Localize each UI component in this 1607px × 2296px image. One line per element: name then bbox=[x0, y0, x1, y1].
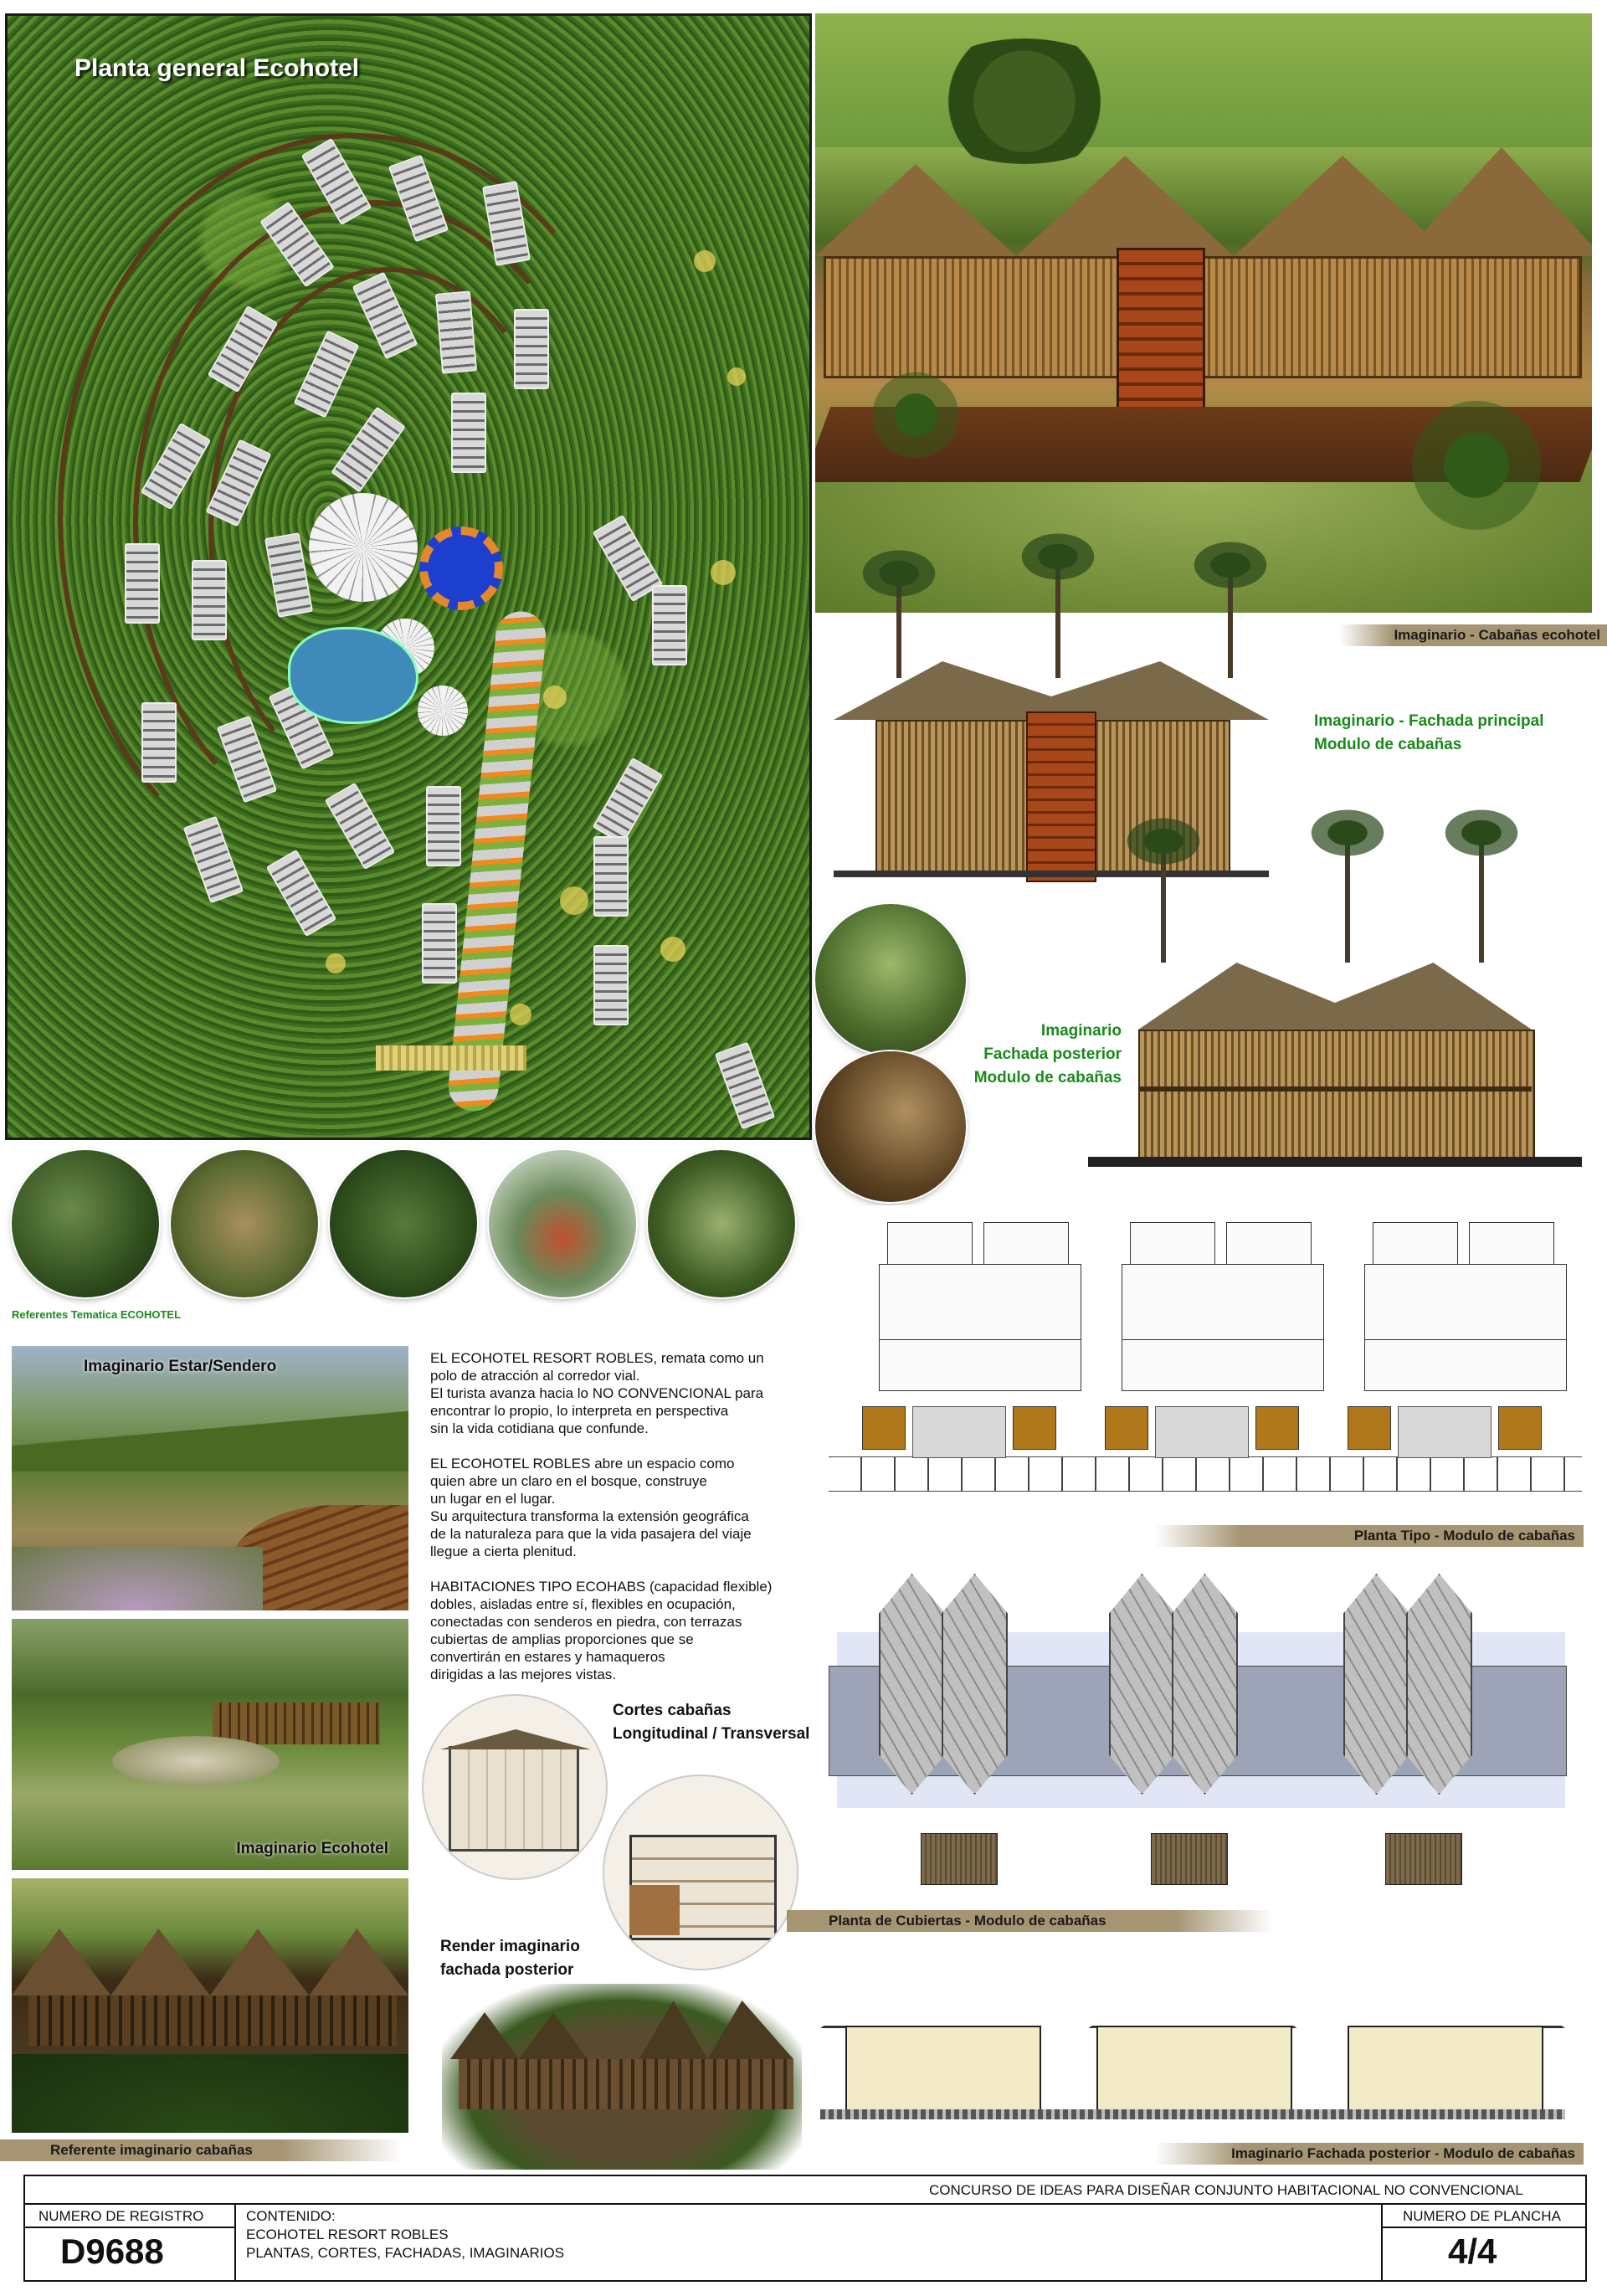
cabin-module bbox=[652, 585, 687, 665]
description-line: un lugar en el lugar. bbox=[430, 1491, 556, 1507]
section-sketch-longitudinal bbox=[422, 1694, 608, 1880]
reference-photo-birdwatching bbox=[12, 1150, 159, 1297]
caption-cortes-line1: Cortes cabañas bbox=[613, 1702, 732, 1719]
section-sketch-transversal bbox=[603, 1775, 798, 1970]
caption-fachada-posterior-line2: Fachada posterior bbox=[983, 1045, 1122, 1063]
description-line: quien abre un claro en el bosque, construye bbox=[430, 1473, 707, 1489]
caption-fachada-principal-line1: Imaginario - Fachada principal bbox=[1314, 712, 1544, 730]
render-fachada-posterior bbox=[442, 1984, 802, 2170]
caption-render-posterior-line2: fachada posterior bbox=[440, 1961, 574, 1979]
tree-symbol bbox=[727, 367, 746, 386]
contenido-line1: ECOHOTEL RESORT ROBLES bbox=[246, 2227, 449, 2242]
contenido-label: CONTENIDO: bbox=[246, 2208, 336, 2224]
description-line: polo de atracción al corredor vial. bbox=[430, 1368, 640, 1384]
reference-photo-forest-cabin bbox=[330, 1150, 477, 1297]
caption-planta-tipo: Planta Tipo - Modulo de cabañas bbox=[1155, 1525, 1584, 1547]
entrance-deck bbox=[376, 1045, 526, 1071]
description-line: dirigidas a las mejores vistas. bbox=[430, 1667, 617, 1682]
tree-symbol bbox=[694, 250, 716, 272]
contenido-line2: PLANTAS, CORTES, FACHADAS, IMAGINARIOS bbox=[246, 2245, 565, 2261]
reference-photo-hiking bbox=[171, 1150, 318, 1297]
pool bbox=[419, 526, 503, 610]
render-cabanas-ecohotel bbox=[815, 13, 1592, 613]
description-line: de la naturaleza para que la vida pasajera del viaje bbox=[430, 1526, 752, 1542]
description-line: El turista avanza hacia lo NO CONVENCIONAL para bbox=[430, 1385, 764, 1401]
caption-referente-cabanas: Referente imaginario cabañas bbox=[0, 2139, 402, 2161]
tree-symbol bbox=[711, 560, 736, 585]
render-estar-sendero bbox=[12, 1346, 408, 1610]
description-line: encontrar lo propio, lo interpreta en perspectiva bbox=[430, 1403, 729, 1419]
caption-imaginario-ecohotel: Imaginario Ecohotel bbox=[236, 1840, 388, 1857]
photo-reference-circle bbox=[815, 1051, 966, 1202]
elevation-fachada-posterior-modulo bbox=[820, 1975, 1565, 2126]
description-line: dobles, aisladas entre sí, flexibles en ocupación, bbox=[430, 1596, 736, 1612]
caption-fachada-posterior-line3: Modulo de cabañas bbox=[973, 1069, 1122, 1086]
photo-reference-circle bbox=[815, 904, 966, 1055]
pond bbox=[288, 627, 418, 724]
tree-symbol bbox=[660, 937, 685, 962]
caption-fachada-principal-line2: Modulo de cabañas bbox=[1314, 736, 1462, 753]
description-line: cubiertas de amplias proporciones que se bbox=[430, 1631, 694, 1647]
plancha-label: NUMERO DE PLANCHA bbox=[1403, 2208, 1561, 2224]
caption-estar-sendero: Imaginario Estar/Sendero bbox=[84, 1358, 277, 1375]
caption-cortes-line2: Longitudinal / Transversal bbox=[613, 1725, 810, 1743]
reference-photo-zipline bbox=[648, 1150, 795, 1297]
cabin-module bbox=[141, 702, 177, 783]
description-line: conectadas con senderos en piedra, con terrazas bbox=[430, 1614, 742, 1630]
cabin-module bbox=[593, 758, 663, 845]
site-plan-title: Planta general Ecohotel bbox=[74, 54, 360, 82]
cabin-module bbox=[422, 903, 457, 984]
cabin-module bbox=[514, 309, 549, 389]
cabin-module bbox=[435, 290, 477, 373]
caption-fachada-posterior-line1: Imaginario bbox=[1040, 1022, 1122, 1040]
caption-cabanas-ecohotel: Imaginario - Cabañas ecohotel bbox=[1339, 624, 1607, 646]
cabin-module bbox=[593, 836, 629, 917]
central-pavilion-roof bbox=[309, 493, 418, 602]
cabin-module bbox=[715, 1042, 775, 1130]
description-line: EL ECOHOTEL ROBLES abre un espacio como bbox=[430, 1456, 735, 1472]
description-line: EL ECOHOTEL RESORT ROBLES, remata como un bbox=[430, 1350, 764, 1366]
floor-plan-planta-tipo bbox=[829, 1205, 1582, 1507]
tree-symbol bbox=[560, 886, 588, 915]
render-imaginario-ecohotel bbox=[12, 1619, 408, 1870]
roof-plan-cubiertas bbox=[829, 1574, 1582, 1892]
plancha-value: 4/4 bbox=[1448, 2232, 1497, 2271]
description-line: sin la vida cotidiana que confunde. bbox=[430, 1420, 649, 1436]
render-referente-cabanas bbox=[12, 1878, 408, 2133]
caption-planta-cubiertas: Planta de Cubiertas - Modulo de cabañas bbox=[787, 1910, 1272, 1932]
tree-symbol bbox=[510, 1004, 531, 1025]
description-line: convertirán en estares y hamaqueros bbox=[430, 1649, 665, 1665]
cabin-module bbox=[192, 560, 227, 640]
cabin-module bbox=[125, 543, 160, 624]
elevation-fachada-posterior bbox=[1088, 963, 1582, 1180]
tree-symbol bbox=[543, 686, 567, 709]
caption-referentes: Referentes Tematica ECOHOTEL bbox=[12, 1308, 182, 1321]
tree-symbol bbox=[326, 953, 346, 973]
registro-label: NUMERO DE REGISTRO bbox=[39, 2208, 204, 2224]
cabin-module bbox=[426, 786, 461, 866]
title-block bbox=[23, 2175, 1587, 2282]
contest-title: CONCURSO DE IDEAS PARA DISEÑAR CONJUNTO HABITACIONAL NO CONVENCIONAL bbox=[929, 2182, 1523, 2198]
cabin-module bbox=[593, 945, 629, 1025]
cabin-module bbox=[451, 393, 486, 473]
description-line: llegue a cierta plenitud. bbox=[430, 1544, 577, 1559]
caption-fachada-posterior-modulo: Imaginario Fachada posterior - Modulo de cabañas bbox=[1155, 2143, 1584, 2165]
registro-value: D9688 bbox=[60, 2232, 164, 2271]
description-line: Su arquitectura transforma la extensión geográfica bbox=[430, 1508, 749, 1524]
site-plan-image bbox=[5, 13, 812, 1140]
reference-photo-hanging-bridge bbox=[489, 1150, 636, 1297]
caption-render-posterior-line1: Render imaginario bbox=[440, 1938, 580, 1955]
pavilion-roof bbox=[418, 686, 468, 736]
description-line: HABITACIONES TIPO ECOHABS (capacidad flexible) bbox=[430, 1579, 773, 1595]
description-text bbox=[430, 1349, 782, 1683]
